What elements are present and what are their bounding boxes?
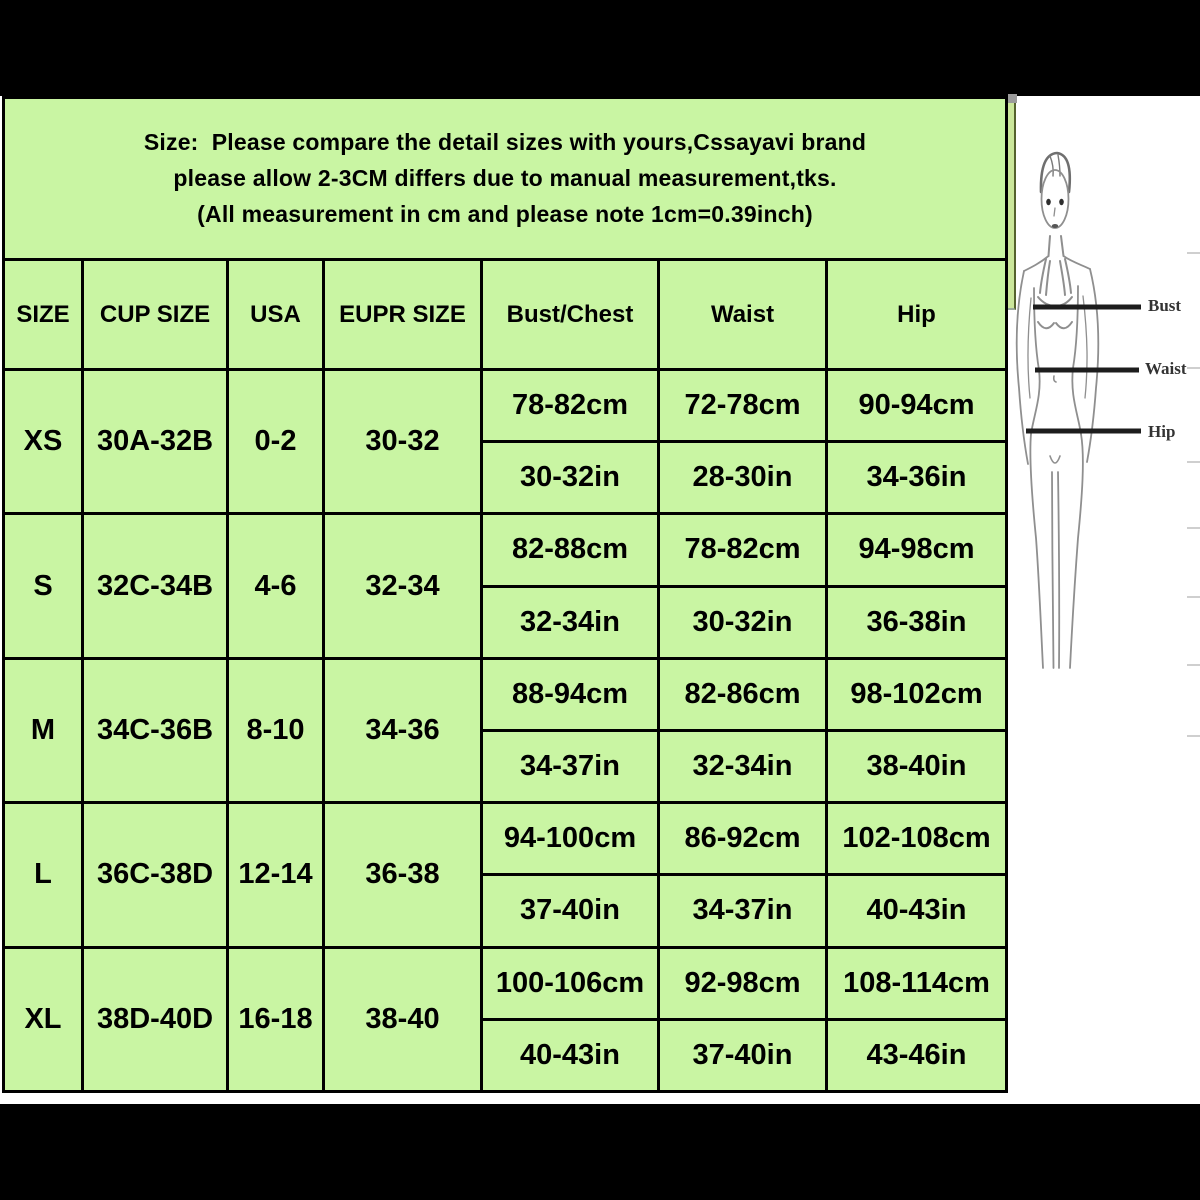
m-cup-cell: 34C-36B	[81, 657, 226, 801]
edge-tick-marks	[1187, 253, 1200, 736]
top-black-bar	[0, 0, 1200, 96]
l-waist-in-cell: 34-37in	[657, 873, 825, 945]
xl-usa-cell: 16-18	[226, 946, 322, 1090]
m-bust-in-cell: 34-37in	[480, 729, 657, 801]
m-waist-cm-cell: 82-86cm	[657, 657, 825, 729]
s-waist-cm-cell: 78-82cm	[657, 512, 825, 584]
s-usa-cell: 4-6	[226, 512, 322, 656]
xs-bust-cm-cell: 78-82cm	[480, 368, 657, 440]
xl-bust-cm-cell: 100-106cm	[480, 946, 657, 1018]
l-waist-cm-cell: 86-92cm	[657, 801, 825, 873]
xl-size-cell: XL	[5, 946, 81, 1090]
l-bust-in-cell: 37-40in	[480, 873, 657, 945]
l-bust-cm-cell: 94-100cm	[480, 801, 657, 873]
xl-cup-cell: 38D-40D	[81, 946, 226, 1090]
waist-label: Waist	[1145, 359, 1187, 378]
xs-eupr-cell: 30-32	[322, 368, 480, 512]
note-line-1: Size: Please compare the detail sizes with yours,Cssayavi brand	[143, 129, 867, 155]
l-size-cell: L	[5, 801, 81, 945]
xl-hip-in-cell: 43-46in	[825, 1018, 1005, 1090]
bottom-black-bar	[0, 1104, 1200, 1200]
xl-waist-cm-cell: 92-98cm	[657, 946, 825, 1018]
xl-eupr-cell: 38-40	[322, 946, 480, 1090]
gray-pixel-artifact	[1008, 94, 1017, 103]
m-hip-cm-cell: 98-102cm	[825, 657, 1005, 729]
s-hip-cm-cell: 94-98cm	[825, 512, 1005, 584]
xl-waist-in-cell: 37-40in	[657, 1018, 825, 1090]
xs-bust-in-cell: 30-32in	[480, 440, 657, 512]
header-eupr-size: EUPR SIZE	[322, 258, 480, 368]
bust-label: Bust	[1148, 296, 1182, 315]
xs-cup-cell: 30A-32B	[81, 368, 226, 512]
xs-waist-in-cell: 28-30in	[657, 440, 825, 512]
xl-bust-in-cell: 40-43in	[480, 1018, 657, 1090]
header-size: SIZE	[5, 258, 81, 368]
note-block	[5, 99, 1005, 258]
xs-usa-cell: 0-2	[226, 368, 322, 512]
l-cup-cell: 36C-38D	[81, 801, 226, 945]
m-usa-cell: 8-10	[226, 657, 322, 801]
size-table	[5, 258, 1005, 1090]
xs-size-cell: XS	[5, 368, 81, 512]
s-waist-in-cell: 30-32in	[657, 585, 825, 657]
s-cup-cell: 32C-34B	[81, 512, 226, 656]
header-hip: Hip	[825, 258, 1005, 368]
l-eupr-cell: 36-38	[322, 801, 480, 945]
m-size-cell: M	[5, 657, 81, 801]
m-hip-in-cell: 38-40in	[825, 729, 1005, 801]
s-eupr-cell: 32-34	[322, 512, 480, 656]
green-sliver-artifact	[1008, 99, 1016, 310]
s-hip-in-cell: 36-38in	[825, 585, 1005, 657]
hip-label: Hip	[1148, 422, 1176, 441]
note-line-2: please allow 2-3CM differs due to manual measurement,tks.	[173, 165, 837, 191]
xs-waist-cm-cell: 72-78cm	[657, 368, 825, 440]
m-waist-in-cell: 32-34in	[657, 729, 825, 801]
header-usa: USA	[226, 258, 322, 368]
xs-hip-cm-cell: 90-94cm	[825, 368, 1005, 440]
m-eupr-cell: 34-36	[322, 657, 480, 801]
s-bust-cm-cell: 82-88cm	[480, 512, 657, 584]
body-figure-illustration	[1010, 96, 1200, 1104]
l-hip-cm-cell: 102-108cm	[825, 801, 1005, 873]
s-size-cell: S	[5, 512, 81, 656]
size-chart-panel	[2, 96, 1008, 1093]
measurement-figure-panel	[1010, 96, 1200, 1104]
header-cup-size: CUP SIZE	[81, 258, 226, 368]
xs-hip-in-cell: 34-36in	[825, 440, 1005, 512]
header-waist: Waist	[657, 258, 825, 368]
s-bust-in-cell: 32-34in	[480, 585, 657, 657]
header-bust-chest: Bust/Chest	[480, 258, 657, 368]
l-hip-in-cell: 40-43in	[825, 873, 1005, 945]
l-usa-cell: 12-14	[226, 801, 322, 945]
note-line-3: (All measurement in cm and please note 1cm=0.39inch)	[197, 201, 813, 227]
m-bust-cm-cell: 88-94cm	[480, 657, 657, 729]
xl-hip-cm-cell: 108-114cm	[825, 946, 1005, 1018]
